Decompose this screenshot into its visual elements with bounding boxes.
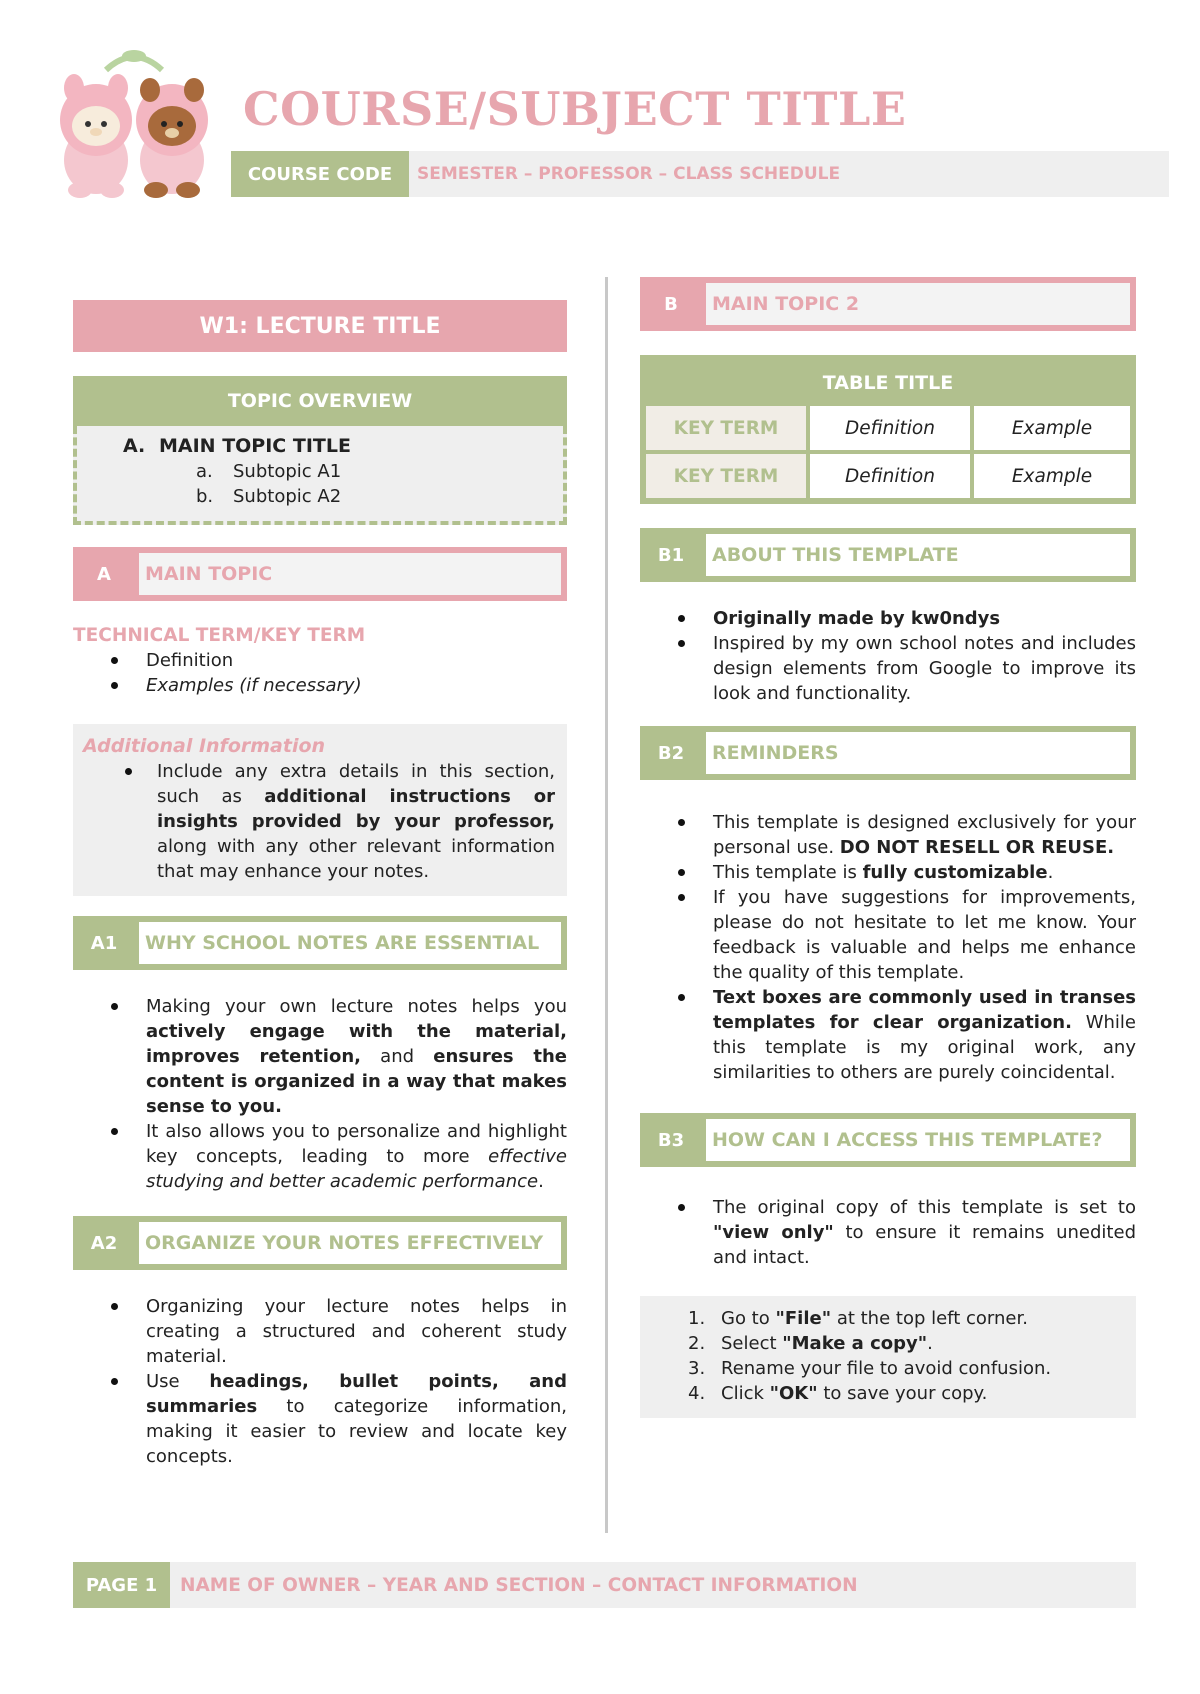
left-column [73,300,567,1469]
overview-sub-label: Subtopic A1 [233,461,342,482]
text: Include any extra details in this section, such as [157,761,555,807]
list-item [83,759,555,884]
text: . [538,1171,544,1192]
text: Making your own lecture notes helps you [146,996,567,1017]
bold-text: ensures the content is organized in a way that makes sense to you. [146,1046,567,1117]
section-a2-heading [73,1216,567,1270]
text: Rename your file to avoid confusion. [721,1358,1052,1379]
section-b2-heading [640,726,1136,780]
section-title: WHY SCHOOL NOTES ARE ESSENTIAL [135,916,567,970]
section-b-heading [640,277,1136,331]
right-column [640,277,1136,1418]
list-item [640,1356,1136,1381]
key-term-table [640,355,1136,504]
section-letter: A2 [73,1216,135,1270]
section-letter: B3 [640,1113,702,1167]
table-cell-definition: Definition [810,406,970,450]
text: along with any other relevant information that may enhance your notes. [157,836,555,882]
bold-text: "File" [775,1308,832,1329]
section-letter: A1 [73,916,135,970]
list-item [640,1195,1136,1270]
section-letter: B2 [640,726,702,780]
list-item [640,1331,1136,1356]
section-title: REMINDERS [702,726,1136,780]
copy-steps-list [640,1306,1136,1406]
section-letter: A [73,547,135,601]
step-number: 2. [688,1333,706,1354]
b2-bullets [640,810,1136,1085]
text: Select [721,1333,783,1354]
bold-text: "OK" [769,1383,818,1404]
overview-sub-number: b. [196,486,214,507]
bold-text: additional instructions or insights provided by your professor, [157,786,555,832]
course-code-badge: COURSE CODE [231,151,409,197]
table-cell-example: Example [974,406,1130,450]
list-item: If you have suggestions for improvements, please do not hesitate to let me know. Your feedback is valuable and helps me enhance the quality of this template. [640,885,1136,985]
text: Go to [721,1308,776,1329]
text: to save your copy. [817,1383,988,1404]
owner-info: NAME OF OWNER – YEAR AND SECTION – CONTACT INFORMATION [170,1562,1136,1608]
text: to ensure it remains unedited and intact. [713,1222,1136,1268]
page-number-badge: PAGE 1 [73,1562,170,1608]
text: This template is [713,862,863,883]
course-title: COURSE/SUBJECT TITLE [243,82,907,136]
bold-text: actively engage with the material, improves retention, [146,1021,567,1067]
overview-main-label: MAIN TOPIC TITLE [159,435,351,457]
table-title: TABLE TITLE [822,372,954,394]
bold-text: "view only" [713,1222,834,1243]
text: at the top left corner. [831,1308,1028,1329]
section-title: ABOUT THIS TEMPLATE [702,528,1136,582]
list-item [640,1381,1136,1406]
section-letter: B [640,277,702,331]
section-b1-heading [640,528,1136,582]
text: Use [146,1371,210,1392]
overview-subtopic [77,484,563,509]
list-item [640,810,1136,860]
list-item [640,1306,1136,1331]
a2-bullets [73,1294,567,1469]
text: This template is designed exclusively for your personal use. [713,812,1136,858]
section-a1-heading [73,916,567,970]
list-item: Inspired by my own school notes and includes design elements from Google to improve its look and functionality. [640,631,1136,706]
section-title: MAIN TOPIC 2 [702,277,1136,331]
semester-professor-schedule: SEMESTER – PROFESSOR – CLASS SCHEDULE [409,151,1169,197]
text: and [360,1046,434,1067]
column-divider [605,277,608,1533]
a1-bullets [73,994,567,1194]
text: The original copy of this template is set to [713,1197,1136,1218]
section-b3-heading [640,1113,1136,1167]
list-item: Definition [73,648,567,673]
list-item [73,1369,567,1469]
step-number: 3. [688,1358,706,1379]
step-number: 1. [688,1308,706,1329]
text: . [1047,862,1054,883]
info-title: Additional Information [83,735,326,757]
bold-text: Text boxes are commonly used in transes templates for clear organization. [713,987,1136,1033]
overview-main-number: A. [123,435,146,457]
b1-bullets [640,606,1136,706]
topic-overview-box [73,426,567,525]
bold-text: fully customizable [862,862,1048,883]
table-row [646,454,1130,498]
topic-overview-heading: TOPIC OVERVIEW [73,376,567,426]
additional-info-box [73,724,567,896]
italic-text: effective studying and better academic performance [146,1146,567,1192]
section-a-heading [73,547,567,601]
copy-steps-box [640,1296,1136,1418]
section-letter: B1 [640,528,702,582]
list-item [640,985,1136,1085]
list-item [640,860,1136,885]
step-number: 4. [688,1383,706,1404]
section-title: MAIN TOPIC [135,547,567,601]
list-item: Examples (if necessary) [73,673,567,698]
bold-text: "Make a copy" [782,1333,928,1354]
b3-bullets [640,1195,1136,1270]
overview-sub-number: a. [196,461,213,482]
text: While this template is my original work, any similarities to others are purely coincidental. [713,1012,1136,1083]
bold-text: DO NOT RESELL OR REUSE. [839,837,1115,858]
text: Click [721,1383,770,1404]
info-bullets [83,759,555,884]
term-bullets [73,648,567,698]
table-cell-definition: Definition [810,454,970,498]
bold-text: headings, bullet points, and summaries [146,1371,567,1417]
text: . [927,1333,933,1354]
table-cell-key: KEY TERM [646,406,806,450]
list-item [73,994,567,1119]
table-row [646,406,1130,450]
overview-sub-label: Subtopic A2 [233,486,342,507]
list-item: Originally made by kw0ndys [640,606,1136,631]
text: It also allows you to personalize and highlight key concepts, leading to more [146,1121,567,1167]
table-cell-key: KEY TERM [646,454,806,498]
section-title: HOW CAN I ACCESS THIS TEMPLATE? [702,1113,1136,1167]
lecture-title: W1: LECTURE TITLE [73,300,567,352]
table-cell-example: Example [974,454,1130,498]
overview-subtopic [77,459,563,484]
mascot-image [44,48,224,200]
text: to categorize information, making it easier to review and locate key concepts. [146,1396,567,1467]
key-term: TECHNICAL TERM/KEY TERM [73,625,366,646]
list-item: Organizing your lecture notes helps in creating a structured and coherent study material. [73,1294,567,1369]
list-item [73,1119,567,1194]
section-title: ORGANIZE YOUR NOTES EFFECTIVELY [135,1216,567,1270]
overview-main-topic [77,434,563,459]
